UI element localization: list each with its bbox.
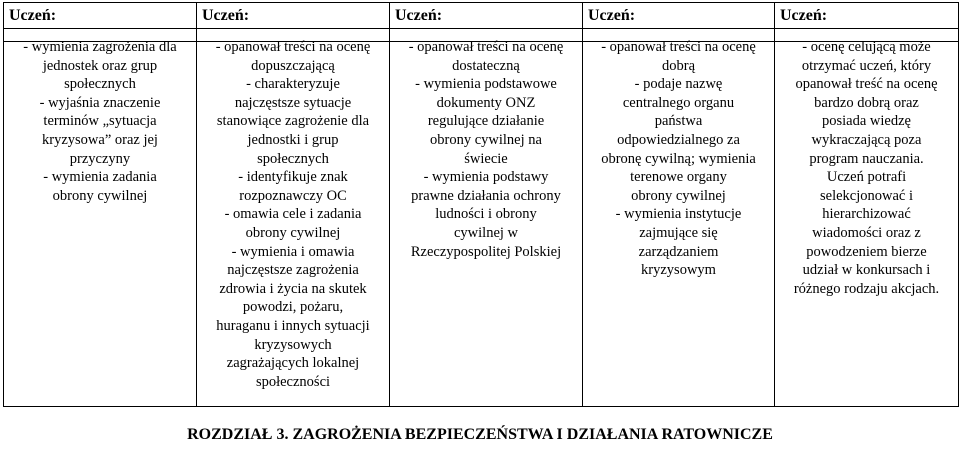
cell-text (775, 38, 958, 298)
text-line: zajmujące się (639, 224, 718, 241)
text-line: obrony cywilnej na (430, 131, 542, 148)
text-line: - opanował treści na ocenę (408, 39, 564, 55)
text-line: obrony cywilnej (52, 187, 148, 204)
text-line: dobrą (661, 57, 695, 74)
text-line: przyczyny (69, 150, 131, 167)
header-label: Uczeń: (588, 7, 636, 24)
text-line: dokumenty ONZ (436, 94, 536, 111)
content-row (4, 42, 959, 407)
text-line: Uczeń potrafi (826, 169, 907, 186)
header-label: Uczeń: (780, 7, 828, 24)
header-cell-4 (583, 3, 775, 29)
header-label: Uczeń: (395, 7, 443, 24)
header-cell-3 (390, 3, 583, 29)
grade-cell-3 (390, 39, 583, 407)
text-line: społecznych (257, 150, 329, 167)
text-line: - identyfikuje znak (238, 169, 348, 186)
text-line: huraganu i innych sytuacji (216, 317, 370, 334)
cell-text (390, 38, 582, 261)
text-line: kryzysowych (254, 336, 332, 353)
text-line: posiada wiedzę (822, 113, 911, 130)
text-line: opanował treść na ocenę (795, 76, 938, 93)
text-line: różnego rodzaju akcjach. (793, 280, 940, 297)
cell-text (583, 38, 774, 280)
header-label: Uczeń: (9, 7, 57, 24)
text-line: - opanował treści na ocenę (215, 39, 371, 55)
text-line: zdrowia i życia na skutek (219, 280, 367, 297)
text-line: kryzysowym (641, 262, 716, 279)
text-line: - wymienia podstawy (423, 169, 549, 186)
text-line: hierarchizować (822, 206, 911, 223)
text-line: obronę cywilną; wymienia (601, 150, 756, 167)
header-label: Uczeń: (202, 7, 250, 24)
grade-cell-5 (775, 39, 959, 407)
text-line: - wymienia zadania (43, 169, 157, 186)
text-line: terminów „sytuacja (43, 113, 157, 130)
text-line: jednostki i grup (247, 131, 339, 148)
text-line: odpowiedzialnego za (617, 131, 740, 148)
text-line: najczęstsze sytuacje (234, 94, 352, 111)
grade-cell-4 (583, 39, 775, 407)
text-line: otrzymać uczeń, który (801, 57, 932, 74)
text-line: - charakteryzuje (246, 76, 340, 93)
cell-text (4, 38, 196, 205)
text-line: wykraczającą poza (811, 131, 922, 148)
text-line: - wymienia i omawia (231, 243, 355, 260)
text-line: powodzeniem bierze (806, 243, 927, 260)
text-line: społeczności (255, 373, 331, 390)
text-line: ludności i obrony (435, 206, 537, 223)
text-line: - ocenę celującą może (802, 39, 931, 55)
text-line: rozpoznawczy OC (239, 187, 347, 204)
header-cell-1 (4, 3, 197, 29)
grade-cell-1 (4, 39, 197, 407)
text-line: - opanował treści na ocenę (601, 39, 756, 55)
text-line: dopuszczającą (251, 57, 335, 74)
text-line: terenowe organy (630, 169, 727, 186)
text-line: świecie (464, 150, 508, 167)
text-line: - wymienia zagrożenia dla (23, 39, 177, 55)
text-line: - wyjaśnia znaczenie (39, 94, 161, 111)
chapter-title: ROZDZIAŁ 3. ZAGROŻENIA BEZPIECZEŃSTWA I DZIAŁANIA RATOWNICZE (187, 426, 773, 443)
text-line: wiadomości oraz z (812, 224, 921, 241)
text-line: - wymienia instytucje (615, 206, 742, 223)
text-line: dostateczną (452, 57, 520, 74)
text-line: obrony cywilnej (631, 187, 726, 204)
text-line: selekcjonować i (819, 187, 913, 204)
text-line: zagrażających lokalnej (226, 355, 360, 372)
text-line: bardzo dobrą oraz (814, 94, 919, 111)
header-cell-5 (775, 3, 959, 29)
text-line: - podaje nazwę (634, 76, 723, 93)
text-line: społecznych (64, 76, 136, 93)
text-line: Rzeczypospolitej Polskiej (410, 243, 562, 260)
text-line: udział w konkursach i (802, 262, 931, 279)
text-line: stanowiące zagrożenie dla (216, 113, 370, 130)
text-line: - wymienia podstawowe (415, 76, 557, 93)
text-line: państwa (654, 113, 703, 130)
text-line: centralnego organu (622, 94, 735, 111)
header-row (4, 3, 959, 29)
text-line: jednostek oraz grup (42, 57, 158, 74)
grade-cell-2 (197, 39, 390, 407)
requirements-table (3, 2, 959, 407)
text-line: program nauczania. (809, 150, 924, 167)
text-line: najczęstsze zagrożenia (227, 262, 359, 279)
text-line: - omawia cele i zadania (224, 206, 362, 223)
text-line: regulujące działanie (427, 113, 545, 130)
text-line: obrony cywilnej (245, 224, 341, 241)
text-line: cywilnej w (453, 224, 519, 241)
text-line: kryzysowa” oraz jej (42, 131, 158, 148)
text-line: prawne działania ochrony (411, 187, 561, 204)
text-line: zarządzaniem (638, 243, 719, 260)
text-line: powodzi, pożaru, (242, 299, 344, 316)
header-cell-2 (197, 3, 390, 29)
cell-text (197, 38, 389, 391)
